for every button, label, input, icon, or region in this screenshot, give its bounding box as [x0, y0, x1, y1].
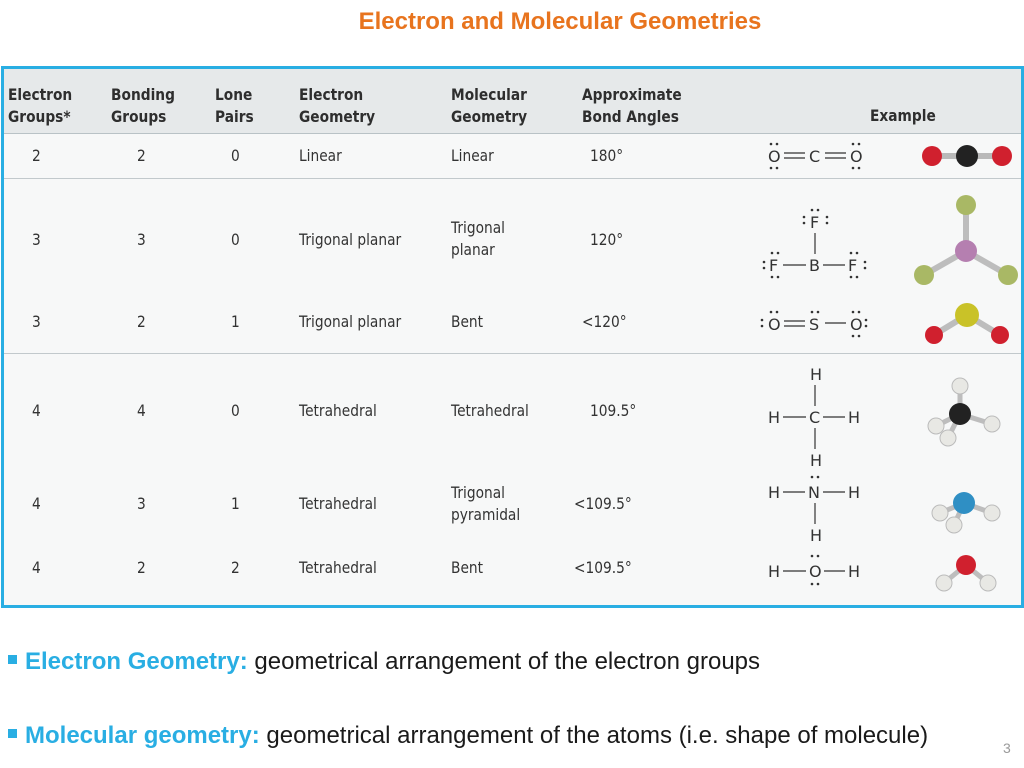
atom-label: O	[850, 315, 863, 334]
cell-bond-angle: <120°	[582, 312, 627, 331]
bullet-text: geometrical arrangement of the atoms (i.e. shape of molecule)	[259, 722, 929, 749]
cell-bonding: 2	[137, 558, 146, 577]
table-row-bent-h2o	[4, 543, 1021, 603]
lewis-structure-bf3	[756, 191, 876, 291]
cell-bonding: 3	[137, 494, 146, 513]
lewis-structure-co2	[754, 139, 874, 175]
bullet-text: geometrical arrangement of the electron groups	[247, 648, 761, 675]
lewis-structure-h2o	[756, 547, 876, 591]
atom-label: O	[809, 562, 822, 581]
cell-electron-geometry: Trigonal planar	[299, 230, 402, 249]
atom-label: S	[809, 315, 820, 334]
atom-label: H	[768, 408, 781, 427]
ball-model-co2	[914, 137, 1018, 173]
atom-label: C	[809, 147, 821, 166]
cell-bond-angle: 109.5°	[590, 401, 637, 420]
lewis-structure-nh3	[756, 471, 876, 543]
header-electron-groups: Electron Groups*	[8, 85, 73, 126]
atom-label: F	[769, 256, 779, 275]
cell-lone: 0	[231, 146, 240, 165]
cell-groups: 2	[32, 146, 41, 165]
cell-molecular-geometry: Trigonal planar	[451, 218, 505, 259]
atom-label: H	[848, 408, 861, 427]
atom-label: N	[808, 483, 820, 502]
cell-lone: 1	[231, 494, 240, 513]
bullet-electron-geometry	[8, 648, 760, 676]
header-bonding-groups: Bonding Groups	[111, 85, 175, 126]
cell-electron-geometry: Linear	[299, 146, 342, 165]
atom-label: H	[810, 365, 823, 384]
atom-label: O	[850, 147, 863, 166]
atom-label: F	[848, 256, 858, 275]
bullet-marker-icon	[8, 729, 17, 738]
cell-bonding: 4	[137, 401, 146, 420]
cell-lone: 0	[231, 401, 240, 420]
ball-model-h2o	[926, 543, 1010, 603]
ball-model-so2	[914, 297, 1018, 353]
atom-label: C	[809, 408, 821, 427]
atom-label: O	[768, 147, 781, 166]
cell-groups: 3	[32, 312, 41, 331]
cell-groups: 3	[32, 230, 41, 249]
bullet-term: Molecular geometry:	[25, 722, 260, 749]
atom-label: H	[810, 526, 823, 543]
table-row-tetrahedral	[4, 354, 1021, 466]
cell-groups: 4	[32, 401, 41, 420]
atom-label: H	[848, 483, 861, 502]
lewis-structure-ch4	[756, 360, 876, 468]
atom-label: F	[810, 213, 820, 232]
geometry-table	[1, 66, 1024, 608]
table-header	[4, 69, 1021, 134]
cell-bond-angle: <109.5°	[574, 494, 632, 513]
ball-model-nh3	[924, 473, 1008, 543]
cell-electron-geometry: Trigonal planar	[299, 312, 402, 331]
cell-bond-angle: 120°	[590, 230, 624, 249]
table-row-bent-so2	[4, 297, 1021, 353]
header-lone-pairs: Lone Pairs	[215, 85, 254, 126]
cell-molecular-geometry: Linear	[451, 146, 494, 165]
cell-molecular-geometry: Tetrahedral	[451, 401, 529, 420]
bullet-molecular-geometry	[8, 722, 928, 750]
page-number: 3	[1003, 740, 1011, 756]
cell-lone: 0	[231, 230, 240, 249]
table-row-linear	[4, 133, 1021, 178]
cell-bonding: 3	[137, 230, 146, 249]
cell-electron-geometry: Tetrahedral	[299, 558, 377, 577]
cell-molecular-geometry: Bent	[451, 558, 484, 577]
header-electron-geometry: Electron Geometry	[299, 85, 376, 126]
atom-label: H	[848, 562, 861, 581]
bullet-term: Electron Geometry:	[25, 648, 248, 675]
ball-model-ch4	[918, 376, 1008, 452]
atom-label: B	[809, 256, 820, 275]
cell-groups: 4	[32, 494, 41, 513]
lewis-structure-so2	[754, 305, 874, 345]
cell-electron-geometry: Tetrahedral	[299, 401, 377, 420]
header-bond-angles: Approximate Bond Angles	[582, 85, 682, 126]
table-row-trigonal-pyramidal	[4, 469, 1021, 543]
header-example: Example	[870, 106, 936, 125]
cell-molecular-geometry: Bent	[451, 312, 484, 331]
atom-label: H	[768, 483, 781, 502]
atom-label: O	[768, 315, 781, 334]
cell-bonding: 2	[137, 146, 146, 165]
atom-label: H	[768, 562, 781, 581]
cell-bonding: 2	[137, 312, 146, 331]
header-molecular-geometry: Molecular Geometry	[451, 85, 528, 126]
cell-molecular-geometry: Trigonal pyramidal	[451, 483, 521, 524]
atom-label: H	[810, 451, 823, 468]
ball-model-bf3	[904, 187, 1020, 299]
table-row-trigonal-planar	[4, 179, 1021, 299]
cell-groups: 4	[32, 558, 41, 577]
cell-electron-geometry: Tetrahedral	[299, 494, 377, 513]
cell-bond-angle: <109.5°	[574, 558, 632, 577]
cell-lone: 1	[231, 312, 240, 331]
slide-title: Electron and Molecular Geometries	[358, 8, 762, 35]
cell-bond-angle: 180°	[590, 146, 624, 165]
cell-lone: 2	[231, 558, 240, 577]
bullet-marker-icon	[8, 655, 17, 664]
